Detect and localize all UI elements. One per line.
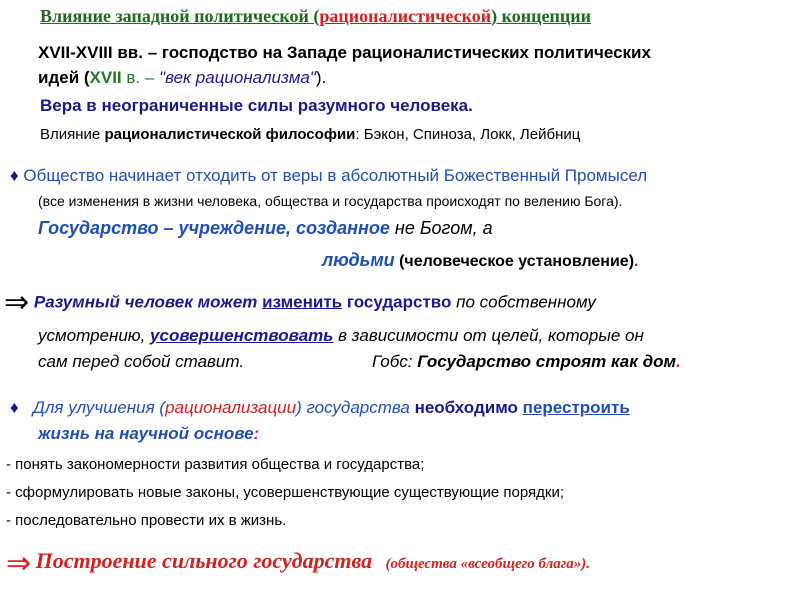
list-item: - последовательно провести их в жизнь. [6,512,287,529]
page-title: Влияние западной политической (рационалистической) концепции [40,6,591,26]
section3-line-1: ♦ Для улучшения (рационализации) государства необходимо перестроить [10,398,630,417]
list-item: - сформулировать новые законы, усовершенствующие существующие порядки; [6,484,565,501]
faith-statement: Вера в неограниченные силы разумного человека. [40,96,473,115]
intro-line-2: идей (XVII в. – "век рационализма"). [38,68,327,87]
hobbes-quote: Гобс: Государство строят как дом. [372,352,681,371]
diamond-bullet-icon: ♦ [10,398,19,417]
section2-line-1: ⇒ Разумный человек может изменить государство по собственному [4,286,596,319]
conclusion: ⇒ Построение сильного государства (общества «всеобщего блага»). [6,546,591,580]
implies-arrow-icon: ⇒ [6,546,32,580]
state-definition-cont: людьми (человеческое установление). [322,250,639,270]
section2-line-2: усмотрению, усовершенствовать в зависимости от целей, которые он [38,326,644,345]
implies-arrow-icon: ⇒ [4,286,30,319]
state-definition: Государство – учреждение, созданное не Богом, а [38,218,493,238]
philosophy-influence: Влияние рационалистической философии: Бэкон, Спиноза, Локк, Лейбниц [40,126,581,143]
list-item: - понять закономерности развития общества и государства; [6,456,425,473]
intro-line-1: XVII-XVIII вв. – господство на Западе рационалистических политических [38,43,651,62]
diamond-bullet-icon: ♦ [10,166,19,185]
section1-line-1: ♦ Общество начинает отходить от веры в абсолютный Божественный Промысел [10,166,648,185]
section3-line-2: жизнь на научной основе: [38,424,260,443]
section2-line-3: сам перед собой ставит. [38,352,245,371]
section1-line-2: (все изменения в жизни человека, общества и государства происходят по велению Бога). [38,193,623,209]
